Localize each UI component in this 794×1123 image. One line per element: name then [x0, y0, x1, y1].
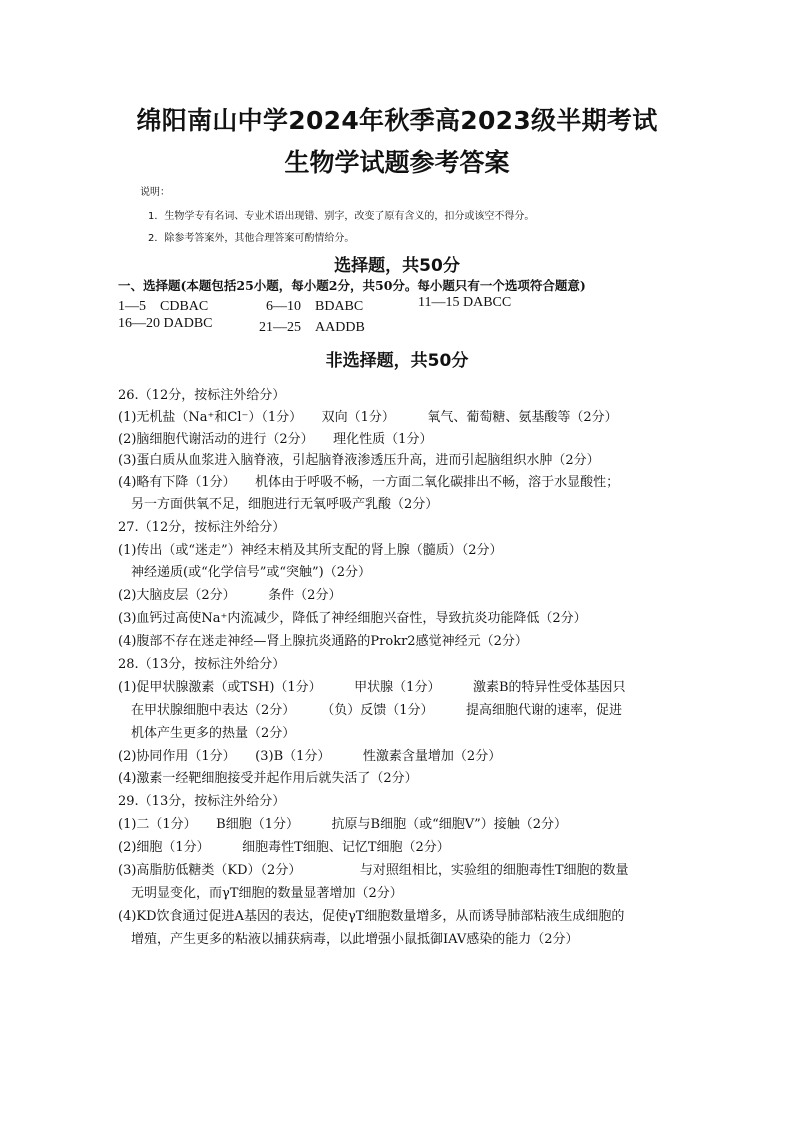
question-28-line-2: 在甲状腺细胞中表达（2分） （负）反馈（1分） 提高细胞代谢的速率，促进: [118, 703, 623, 718]
question-29-line-1: (1)二（1分） B细胞（1分） 抗原与B细胞（或“细胞Ⅴ”）接触（2分）: [118, 817, 568, 832]
page-subtitle: 生物学试题参考答案: [284, 148, 510, 177]
question-27-line-2: 神经递质(或“化学信号”或“突触”)（2分）: [118, 565, 371, 580]
question-29-head: 29.（13分，按标注外给分）: [118, 794, 286, 809]
question-26-line-5: 另一方面供氧不足，细胞进行无氧呼吸产乳酸（2分）: [118, 497, 439, 512]
page-title: 绵阳南山中学2024年秋季高2023级半期考试: [136, 106, 658, 135]
section-choice-title: 选择题，共50分: [334, 256, 460, 276]
question-28-line-3: 机体产生更多的热量（2分）: [118, 726, 296, 741]
question-28-line-5: (4)激素一经靶细胞接受并起作用后就失活了（2分）: [118, 771, 418, 786]
question-28-line-4: (2)协同作用（1分） (3)B（1分） 性激素含量增加（2分）: [118, 749, 502, 764]
question-29-line-4: 无明显变化，而γT细胞的数量显著增加（2分）: [118, 886, 403, 901]
question-28-line-1: (1)促甲状腺激素（或TSH)（1分） 甲状腺（1分） 激素B的特异性受体基因只: [118, 680, 626, 695]
question-26-line-2: (2)脑细胞代谢活动的进行（2分） 理化性质（1分）: [118, 432, 433, 447]
question-26-line-3: (3)蛋白质从血浆进入脑脊液，引起脑脊液渗透压升高，进而引起脑组织水肿（2分）: [118, 453, 600, 468]
question-29-line-6: 增殖，产生更多的粘液以捕获病毒，以此增强小鼠抵御IAV感染的能力（2分）: [118, 932, 579, 947]
section-nonchoice-title: 非选择题，共50分: [325, 351, 469, 371]
notes-heading: 说明：: [140, 187, 170, 198]
question-27-line-1: (1)传出（或“迷走”）神经末梢及其所支配的肾上腺（髓质）（2分）: [118, 543, 503, 558]
question-29-line-5: (4)KD饮食通过促进A基因的表达，促使γT细胞数量增多，从而诱导肺部粘液生成细胞的: [118, 909, 625, 924]
choice-intro: 一、选择题(本题包括25小题，每小题2分，共50分。每小题只有一个选项符合题意): [118, 278, 586, 293]
choice-answers-16-20: 16—20 DADBC: [118, 316, 213, 331]
question-26-line-4: (4)略有下降（1分） 机体由于呼吸不畅，一方面二氧化碳排出不畅，溶于水显酸性；: [118, 475, 620, 490]
choice-answers-21-25: 21—25 AADDB: [259, 320, 365, 335]
choice-answers-6-10: 6—10 BDABC: [266, 299, 364, 314]
note-item-1: 1．生物学专有名词、专业术语出现错、别字，改变了原有含义的，扣分或该空不得分。: [148, 211, 535, 222]
choice-answers-11-15: 11—15 DABCC: [418, 295, 512, 310]
question-26-head: 26.（12分，按标注外给分）: [118, 388, 286, 403]
question-29-line-3: (3)高脂肪低糖类（KD）（2分） 与对照组相比，实验组的细胞毒性T细胞的数量: [118, 863, 629, 878]
question-26-line-1: (1)无机盐（Na⁺和Cl⁻）（1分） 双向（1分） 氧气、葡萄糖、氨基酸等（2分）: [118, 410, 618, 425]
question-27-line-3: (2)大脑皮层（2分） 条件（2分）: [118, 588, 342, 603]
question-27-head: 27.（12分，按标注外给分）: [118, 520, 286, 535]
question-27-line-4: (3)血钙过高使Na⁺内流减少，降低了神经细胞兴奋性，导致抗炎功能降低（2分）: [118, 611, 587, 626]
note-item-2: 2．除参考答案外，其他合理答案可酌情给分。: [148, 233, 355, 244]
choice-answers-1-5: 1—5 CDBAC: [118, 299, 209, 314]
question-29-line-2: (2)细胞（1分） 细胞毒性T细胞、记忆T细胞（2分）: [118, 840, 450, 855]
question-27-line-5: (4)腹部不存在迷走神经—肾上腺抗炎通路的Prokr2感觉神经元（2分）: [118, 634, 528, 649]
question-28-head: 28.（13分，按标注外给分）: [118, 657, 286, 672]
